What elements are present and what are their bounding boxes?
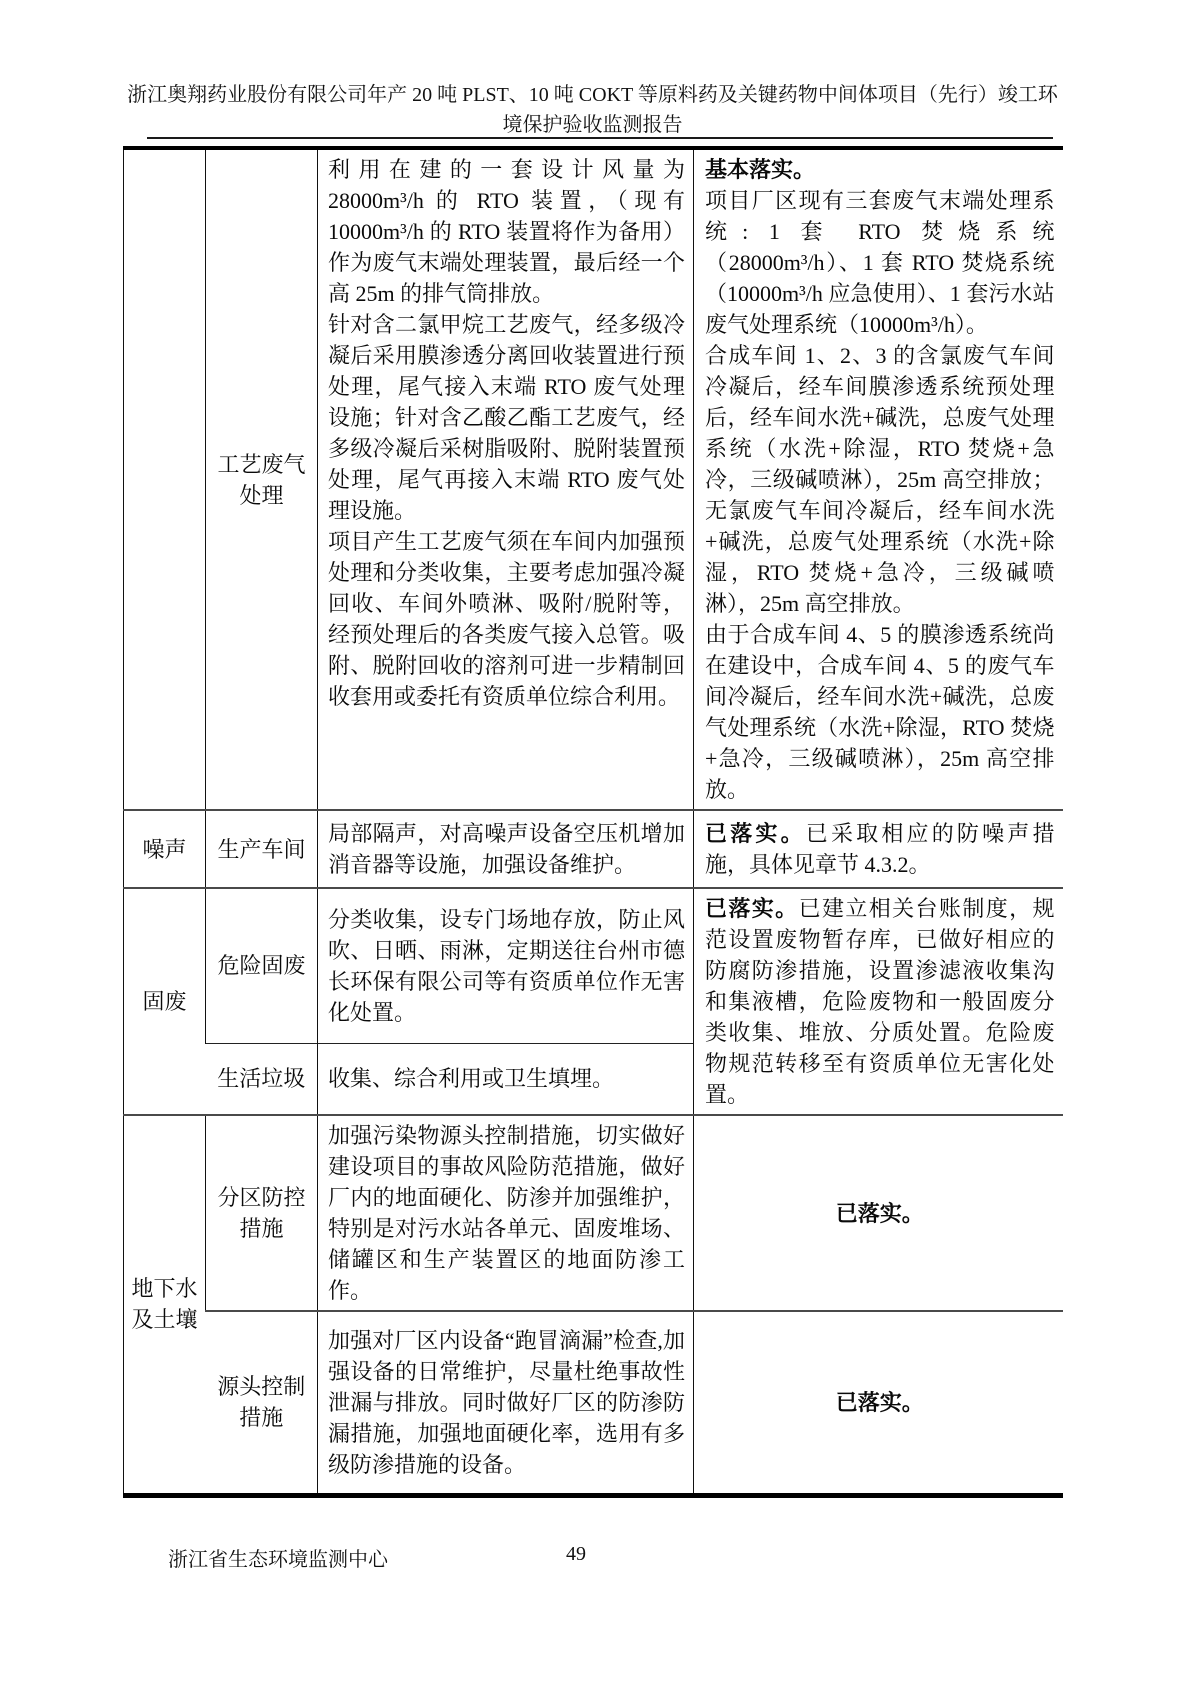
cell-status-zoning-control: 已落实。 — [694, 1115, 1063, 1311]
header-divider — [147, 137, 1053, 139]
cell-measure-noise: 局部隔声，对高噪声设备空压机增加消音器等设施，加强设备维护。 — [318, 810, 694, 888]
table-row-hazardous-waste — [124, 888, 1063, 1043]
table-row-process-gas — [124, 148, 1063, 810]
cell-status-source-control: 已落实。 — [694, 1311, 1063, 1495]
cell-measure-zoning-control: 加强污染物源头控制措施，切实做好建设项目的事故风险防范措施，做好厂内的地面硬化、防渗并加强维护，特别是对污水站各单元、固废堆场、储罐区和生产装置区的地面防渗工作。 — [318, 1115, 694, 1311]
cell-item-domestic-waste: 生活垃圾 — [206, 1043, 318, 1115]
cell-status-noise — [694, 810, 1063, 888]
cell-category-groundwater-soil: 地下水及土壤 — [124, 1115, 206, 1495]
measure-paragraph: 利用在建的一套设计风量为 28000m³/h 的 RTO 装置，（现有 10000m³/h 的 RTO 装置将作为备用）作为废气末端处理装置，最后经一个高 25m 的排气筒排放。 — [328, 157, 685, 306]
report-title — [123, 80, 1062, 140]
table-row-zoning-control — [124, 1115, 1063, 1311]
cell-status-process-gas — [694, 148, 1063, 810]
status-lead: 已落实。 — [705, 821, 806, 846]
cell-item-process-gas: 工艺废气处理 — [206, 148, 318, 810]
cell-measure-domestic-waste: 收集、综合利用或卫生填埋。 — [318, 1043, 694, 1115]
status-paragraph: 由于合成车间 4、5 的膜渗透系统尚在建设中，合成车间 4、5 的废气车间冷凝后，经车间水洗+碱洗，总废气处理系统（水洗+除湿，RTO 焚烧+急冷，三级碱喷淋），25m 高空排放。 — [705, 622, 1055, 802]
footer-organization: 浙江省生态环境监测中心 — [168, 1549, 388, 1571]
status-paragraph: 项目厂区现有三套废气末端处理系统: 1 套 RTO 焚烧系统（28000m³/h）、1 套 RTO 焚烧系统（10000m³/h 应急使用）、1 套污水站废气处理系统（10000m³/h）。 — [705, 188, 1055, 337]
cell-category-empty — [124, 148, 206, 810]
cell-measure-hazardous-waste: 分类收集，设专门场地存放，防止风吹、日晒、雨淋，定期送往台州市德长环保有限公司等有资质单位作无害化处置。 — [318, 888, 694, 1043]
measure-paragraph: 项目产生工艺废气须在车间内加强预处理和分类收集，主要考虑加强冷凝回收、车间外喷淋、吸附/脱附等，经预处理后的各类废气接入总管。吸附、脱附回收的溶剂可进一步精制回收套用或委托有资质单位综合利用。 — [328, 529, 685, 709]
table-row-noise — [124, 810, 1063, 888]
report-title-line2: 境保护验收监测报告 — [502, 114, 683, 136]
status-text: 已采取相应的防噪声措施，具体见章节 4.3.2。 — [705, 821, 1055, 877]
cell-status-solid-waste — [694, 888, 1063, 1115]
cell-item-hazardous-waste: 危险固废 — [206, 888, 318, 1043]
cell-measure-process-gas — [318, 148, 694, 810]
measure-paragraph: 针对含二氯甲烷工艺废气，经多级冷凝后采用膜渗透分离回收装置进行预处理，尾气接入末端 RTO 废气处理设施；针对含乙酸乙酯工艺废气，经多级冷凝后采树脂吸附、脱附装置预处理，尾气再接入末端 RTO 废气处理设施。 — [328, 312, 685, 523]
status-lead: 基本落实。 — [705, 157, 816, 182]
footer-page-number: 49 — [566, 1543, 586, 1565]
implementation-review-table — [123, 146, 1063, 1498]
status-text: 已建立相关台账制度，规范设置废物暂存库，已做好相应的防腐防渗措施，设置渗滤液收集沟和集液槽，危险废物和一般固废分类收集、堆放、分质处置。危险废物规范转移至有资质单位无害化处置。 — [705, 896, 1055, 1107]
cell-item-source-control: 源头控制措施 — [206, 1311, 318, 1495]
status-paragraph: 合成车间 1、2、3 的含氯废气车间冷凝后，经车间膜渗透系统预处理后，经车间水洗+碱洗，总废气处理系统（水洗+除湿，RTO 焚烧+急冷，三级碱喷淋），25m 高空排放；无氯废气车间冷凝后，经车间水洗+碱洗，总废气处理系统（水洗+除湿，RTO 焚烧+急冷，三级碱喷淋），25m 高空排放。 — [705, 343, 1055, 616]
cell-measure-source-control: 加强对厂区内设备“跑冒滴漏”检查,加强设备的日常维护，尽量杜绝事故性泄漏与排放。同时做好厂区的防渗防漏措施，加强地面硬化率，选用有多级防渗措施的设备。 — [318, 1311, 694, 1495]
report-title-line1: 浙江奥翔药业股份有限公司年产 20 吨 PLST、10 吨 COKT 等原料药及关键药物中间体项目（先行）竣工环 — [127, 84, 1058, 106]
table-row-source-control — [124, 1311, 1063, 1495]
cell-item-zoning-control: 分区防控措施 — [206, 1115, 318, 1311]
cell-category-noise: 噪声 — [124, 810, 206, 888]
cell-item-noise: 生产车间 — [206, 810, 318, 888]
cell-category-solid-waste: 固废 — [124, 888, 206, 1115]
status-lead: 已落实。 — [705, 896, 799, 921]
